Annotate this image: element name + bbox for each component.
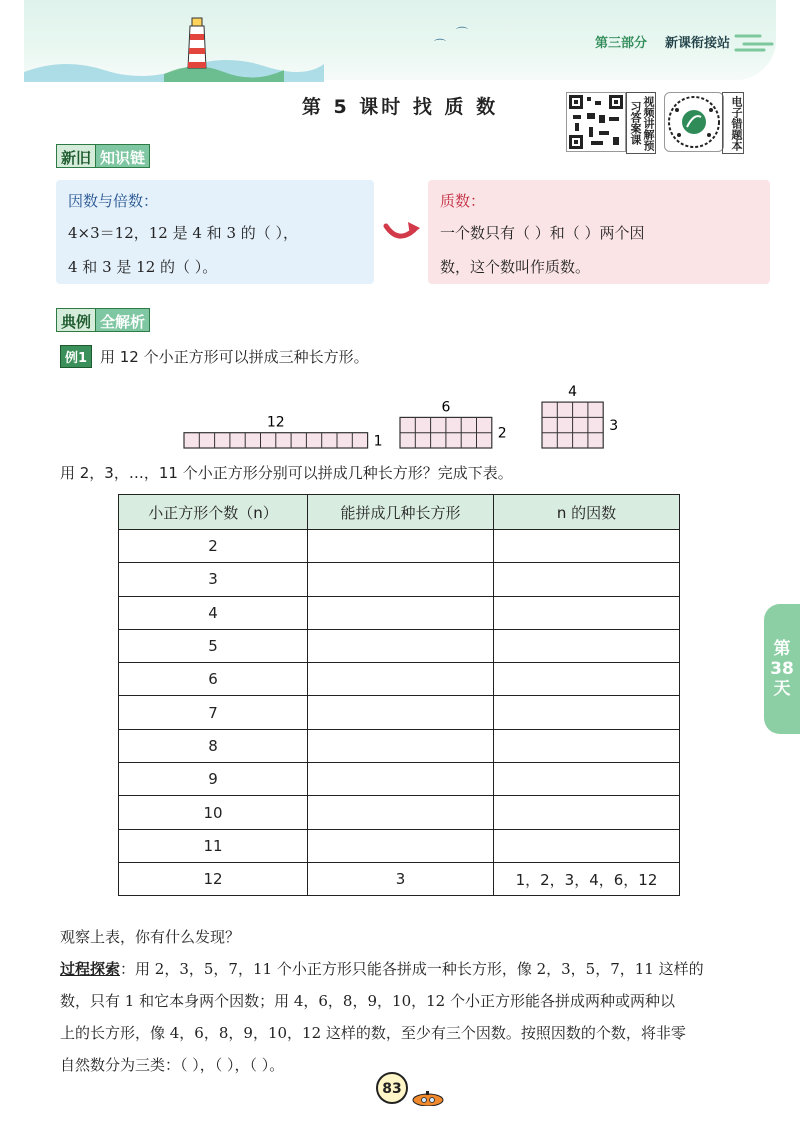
submarine-icon [410, 1090, 446, 1106]
lighthouse-icon [180, 14, 214, 72]
grid-side-label: 1 [373, 433, 383, 450]
table-cell [308, 729, 494, 762]
table-header-count: 小正方形个数（n） [119, 495, 308, 530]
rectangle-grids [0, 370, 800, 460]
table-cell [494, 663, 680, 696]
side-tab-line2: 38 [770, 659, 794, 679]
qr-label-error-book: 电子错题本 [722, 92, 744, 154]
grid-side-label: 3 [609, 418, 619, 435]
table-cell: 7 [119, 696, 308, 729]
curl-decoration-icon [734, 30, 774, 52]
review-badge-part2: 知识链 [95, 144, 150, 168]
rectangle-grid [184, 415, 383, 450]
table-row [119, 629, 680, 662]
example-badge-part1: 典例 [56, 308, 95, 332]
table-cell [494, 696, 680, 729]
process-line1-text: ：用 2，3，5，7，11 个小正方形只能各拼成一种长方形，像 2，3，5，7，11 这样的 [120, 960, 704, 978]
table-row [119, 663, 680, 696]
table-cell: 9 [119, 763, 308, 796]
table-cell [308, 696, 494, 729]
review-left-line2: 4 和 3 是 12 的（ ）。 [68, 258, 218, 276]
wave-decoration-icon [24, 52, 324, 82]
table-header-rectangles: 能拼成几种长方形 [308, 495, 494, 530]
rectangle-grid [542, 384, 618, 448]
table-cell [494, 829, 680, 862]
table-row [119, 563, 680, 596]
review-right-line2: 数，这个数叫作质数。 [440, 258, 591, 276]
table-cell [308, 563, 494, 596]
table-body [119, 530, 680, 896]
side-tab-line1: 第 [773, 639, 791, 659]
table-header-row [119, 495, 680, 530]
table-cell [308, 629, 494, 662]
day-side-tab [764, 604, 800, 734]
review-left-line1: 4×3＝12，12 是 4 和 3 的（ ）， [68, 224, 299, 242]
table-cell: 8 [119, 729, 308, 762]
header-meta [595, 32, 730, 51]
table-row [119, 729, 680, 762]
table-cell: 6 [119, 663, 308, 696]
review-right-line1: 一个数只有（ ）和（ ）两个因 [440, 224, 645, 242]
table-row [119, 596, 680, 629]
review-badge [56, 144, 150, 168]
qr-label-video: 视频讲解预习答案课 [626, 92, 656, 154]
table-cell [308, 663, 494, 696]
table-cell [308, 530, 494, 563]
table-row [119, 530, 680, 563]
header-series: 新课衔接站 [664, 36, 730, 51]
table-cell [308, 829, 494, 862]
process-line4: 自然数分为三类：（ ），（ ），（ ）。 [60, 1056, 285, 1074]
example-badge [56, 308, 150, 332]
table-cell: 4 [119, 596, 308, 629]
qr-pattern-icon [569, 95, 623, 149]
bird-icon: ⌒ [456, 26, 469, 40]
grid-side-label: 2 [497, 425, 507, 442]
table-cell [494, 530, 680, 563]
factor-table [118, 494, 680, 896]
rectangle-grid [400, 399, 507, 448]
table-row [119, 829, 680, 862]
table-cell: 10 [119, 796, 308, 829]
table-cell [494, 629, 680, 662]
observe-question: 观察上表，你有什么发现？ [60, 928, 241, 946]
process-line1 [60, 958, 704, 979]
review-badge-part1: 新旧 [56, 144, 95, 168]
table-cell [308, 796, 494, 829]
process-line3: 上的长方形，像 4，6，8，9，10，12 这样的数，至少有三个因数。按照因数的个数，将非零 [60, 1024, 686, 1042]
table-cell [494, 796, 680, 829]
example-intro: 用 12 个小正方形可以拼成三种长方形。 [100, 348, 369, 366]
grid-top-label: 12 [266, 414, 285, 431]
page-number: 83 [376, 1072, 408, 1104]
lesson-title: 第 5 课时 找 质 数 [301, 96, 499, 118]
table-cell [308, 763, 494, 796]
table-cell: 5 [119, 629, 308, 662]
process-tag: 过程探索 [60, 960, 121, 978]
process-line2: 数，只有 1 和它本身两个因数；用 4，6，8，9，10，12 个小正方形能各拼成两种或两种以 [60, 992, 675, 1010]
qr-code-error-book[interactable] [664, 92, 724, 152]
review-right-heading: 质数： [440, 192, 486, 210]
bird-icon: ⌒ [434, 38, 447, 52]
arrow-right-icon [382, 218, 422, 244]
table-cell [494, 763, 680, 796]
side-tab-line3: 天 [773, 679, 791, 699]
table-cell: 3 [308, 862, 494, 895]
example-badge-part2: 全解析 [95, 308, 150, 332]
table-header-factors: n 的因数 [494, 495, 680, 530]
table-row [119, 763, 680, 796]
table-cell: 11 [119, 829, 308, 862]
table-cell [494, 563, 680, 596]
table-cell [494, 729, 680, 762]
review-left-heading: 因数与倍数： [68, 192, 159, 210]
qr-pattern-icon [667, 95, 721, 149]
qr-code-video[interactable] [566, 92, 626, 152]
table-cell: 2 [119, 530, 308, 563]
table-cell: 1，2，3，4，6，12 [494, 862, 680, 895]
header-section: 第三部分 [594, 36, 647, 51]
grid-top-label: 6 [441, 399, 451, 416]
table-cell [308, 596, 494, 629]
table-row [119, 696, 680, 729]
table-cell [494, 596, 680, 629]
table-row [119, 796, 680, 829]
table-cell: 12 [119, 862, 308, 895]
example-question: 用 2，3，…，11 个小正方形分别可以拼成几种长方形？完成下表。 [60, 464, 513, 482]
grid-top-label: 4 [568, 384, 578, 401]
example-tag: 例1 [60, 345, 92, 368]
table-row [119, 862, 680, 895]
table-cell: 3 [119, 563, 308, 596]
